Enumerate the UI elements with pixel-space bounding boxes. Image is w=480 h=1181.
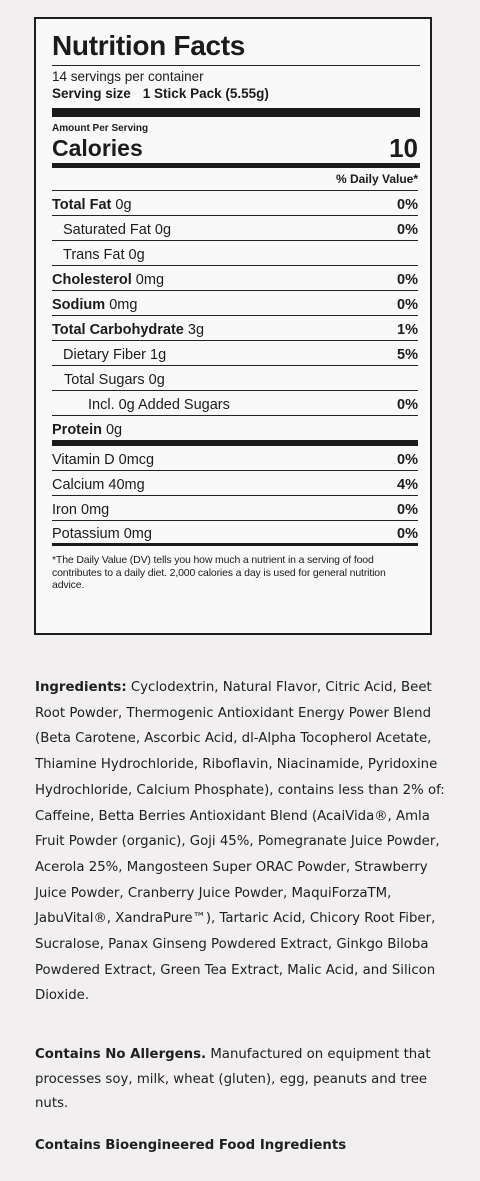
nutrient-dv: 4% [397, 476, 418, 493]
ingredients-text: Cyclodextrin, Natural Flavor, Citric Acid, Beet Root Powder, Thermogenic Antioxidant Energy Power Blend (Beta Carotene, Ascorbic Acid, dl-Alpha Tocopherol Acetate, Thiamine Hydrochloride, Riboflavin, Niacinamide, Pyridoxine Hydrochloride, Calcium Phosphate), contains less than 2% of: Caffeine, Betta Berries Antioxidant Blend (AcaiVida®, Amla Fruit Powder (organic), Goji 45%, Pomegranate Juice Powder, Acerola 25%, Mangosteen Super ORAC Powder, Strawberry Juice Powder, Cranberry Juice Powder, MaquiForzaTM, JabuVital®, XandraPure™), Tartaric Acid, Chicory Root Fiber, Sucralose, Panax Ginseng Powdered Extract, Ginkgo Biloba Powdered Extract, Green Tea Extract, Malic Acid, and Silicon Dioxide. [35, 680, 445, 1004]
nutrient-dv: 0% [397, 451, 418, 468]
nutrient-dv: 0% [397, 525, 418, 542]
nutrient-amount: 0mcg [118, 451, 155, 468]
thick-divider [52, 108, 420, 117]
daily-value-header: % Daily Value* [52, 171, 418, 191]
allergens-paragraph [35, 1043, 460, 1117]
calories-value: 10 [389, 133, 418, 163]
nutrient-row-total-sugars [52, 366, 418, 391]
nutrient-dv: 0% [397, 196, 418, 213]
nutrient-name: Total Sugars [64, 371, 145, 388]
nutrient-name: Cholesterol [52, 271, 132, 288]
nutrient-dv: 0% [397, 501, 418, 518]
nutrient-amount: 0g [128, 246, 145, 263]
nutrient-dv: 1% [397, 321, 418, 338]
nutrition-facts-panel [34, 17, 432, 635]
nutrient-dv: 0% [397, 296, 418, 313]
allergens-text: Manufactured on equipment that processes soy, milk, wheat (gluten), egg, peanuts and tree nuts. [35, 1047, 431, 1111]
nutrient-amount: 0mg [109, 296, 138, 313]
nutrient-amount: 0g [105, 421, 123, 438]
nutrient-name: Vitamin D [52, 451, 115, 468]
bioengineered-statement: Contains Bioengineered Food Ingredients [35, 1138, 347, 1153]
serving-size-value: 1 Stick Pack (5.55g) [142, 86, 269, 101]
nutrient-row-protein [52, 416, 418, 446]
nutrient-row-dietary-fiber [52, 341, 418, 366]
nutrient-amount: 0g [115, 196, 132, 213]
nutrient-dv: 0% [397, 271, 418, 288]
nutrient-dv: 0% [397, 221, 418, 238]
serving-size [52, 85, 418, 102]
nutrition-facts-title: Nutrition Facts [52, 29, 420, 66]
nutrient-name: Dietary Fiber [63, 346, 146, 363]
nutrient-amount: 0mg [81, 501, 110, 518]
nutrient-amount: 1g [150, 346, 167, 363]
nutrient-row-saturated-fat [52, 216, 418, 241]
nutrient-name: Potassium [52, 525, 120, 542]
serving-size-label: Serving size [52, 86, 131, 101]
daily-value-footnote: *The Daily Value (DV) tells you how much a nutrient in a serving of food contributes to a daily diet. 2,000 calories a day is used for general nutrition advice. [52, 554, 386, 591]
nutrient-name: Trans Fat [63, 246, 125, 263]
amount-per-serving: Amount Per Serving [52, 123, 149, 134]
calories-label: Calories [52, 135, 143, 161]
medium-divider [52, 163, 420, 168]
nutrient-amount: 0g [154, 221, 172, 238]
nutrient-dv: 0% [397, 396, 418, 413]
nutrient-name: Total Carbohydrate [52, 321, 184, 338]
nutrient-name: Calcium [52, 476, 105, 493]
nutrient-amount: 0mg [123, 525, 152, 542]
nutrient-name: Protein [52, 421, 102, 438]
nutrient-row-potassium [52, 521, 418, 546]
nutrient-dv: 5% [397, 346, 418, 363]
nutrient-name: Total Fat [52, 196, 112, 213]
nutrient-row-total-carbohydrate [52, 316, 418, 341]
nutrient-row-sodium [52, 291, 418, 316]
nutrient-row-cholesterol [52, 266, 418, 291]
nutrient-row-trans-fat [52, 241, 418, 266]
servings-per-container: 14 servings per container [52, 69, 204, 84]
nutrient-row-vitamin-d [52, 446, 418, 471]
nutrient-row-added-sugars [52, 391, 418, 416]
nutrient-amount: 3g [187, 321, 205, 338]
nutrient-name: Saturated Fat [63, 221, 151, 238]
nutrient-amount: 40mg [108, 476, 145, 493]
nutrient-name: Iron [52, 501, 77, 518]
nutrient-row-total-fat [52, 191, 418, 216]
calories-row [52, 135, 418, 161]
nutrient-name: Sodium [52, 296, 106, 313]
nutrient-row-calcium [52, 471, 418, 496]
nutrient-amount: 0mg [135, 271, 165, 288]
allergens-label: Contains No Allergens. [35, 1047, 207, 1062]
ingredients-paragraph [35, 675, 460, 1009]
nutrient-row-iron [52, 496, 418, 521]
ingredients-label: Ingredients: [35, 680, 127, 695]
nutrient-amount: 0g [148, 371, 165, 388]
nutrient-name: Incl. 0g Added Sugars [88, 396, 230, 413]
